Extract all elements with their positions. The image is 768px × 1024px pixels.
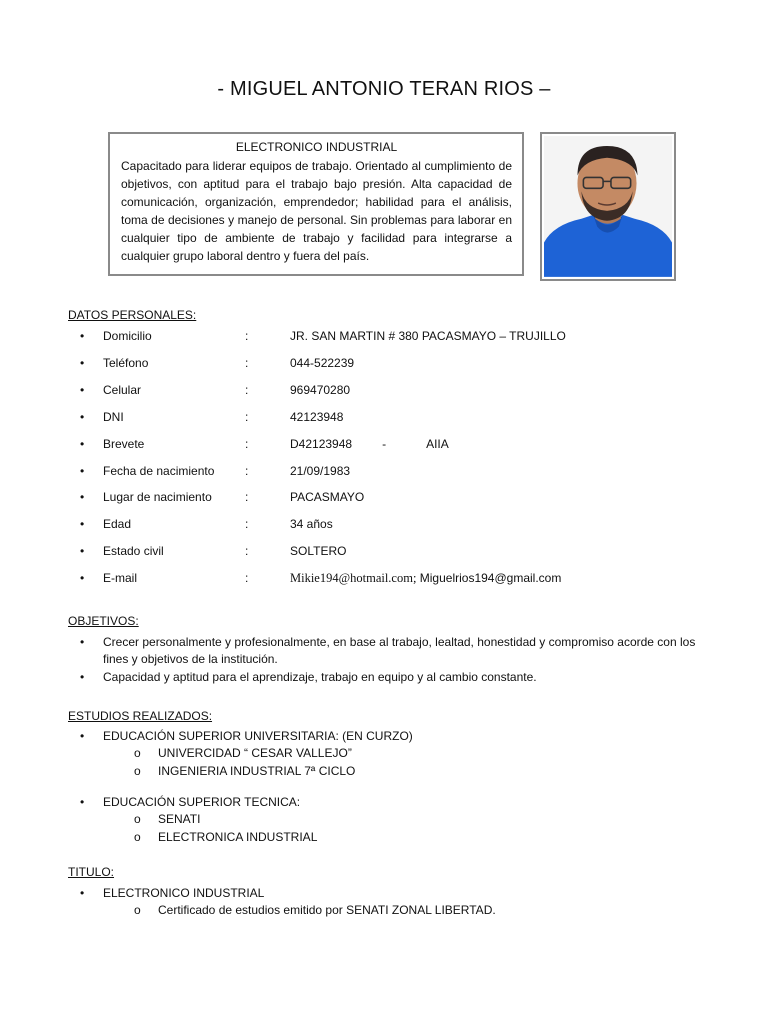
info-value	[290, 437, 449, 451]
estudio-group-label: EDUCACIÓN SUPERIOR TECNICA:	[103, 795, 301, 809]
sub-item-text: ELECTRONICA INDUSTRIAL	[158, 830, 318, 844]
info-value-dash: -	[382, 436, 387, 451]
bullet-icon: •	[80, 729, 85, 743]
bullet-icon: •	[80, 544, 85, 559]
info-colon: :	[245, 544, 249, 559]
profile-photo	[540, 132, 676, 281]
info-value-main: 21/09/1983	[290, 463, 351, 478]
info-colon: :	[245, 436, 249, 451]
info-label: Celular	[103, 382, 142, 397]
estudio-group-label: EDUCACIÓN SUPERIOR UNIVERSITARIA: (EN CURZO)	[103, 729, 413, 743]
info-value	[290, 544, 346, 558]
bullet-icon: •	[80, 355, 85, 370]
sub-bullet-icon: o	[134, 746, 141, 760]
info-label: Brevete	[103, 436, 145, 451]
info-value-main: JR. SAN MARTIN # 380 PACASMAYO – TRUJILLO	[290, 329, 566, 343]
info-colon: :	[245, 517, 249, 532]
profile-heading: ELECTRONICO INDUSTRIAL	[235, 140, 398, 154]
info-row-e-mail	[80, 571, 720, 589]
info-value-main: 044-522239	[290, 355, 355, 370]
info-value-main: PACASMAYO	[290, 490, 365, 505]
info-value-extra: AIIA	[426, 436, 449, 451]
objetivo-text: Crecer personalmente y profesionalmente, en base al trabajo, lealtad, honestidad y compromiso acorde con los fines y objetivos de la institución.	[103, 635, 696, 666]
info-row-lugar-de-nacimiento	[80, 490, 720, 508]
section-datos-personales: DATOS PERSONALES:	[68, 308, 197, 322]
info-row-dni	[80, 410, 720, 428]
sub-item-text: INGENIERIA INDUSTRIAL 7ª CICLO	[158, 764, 356, 778]
info-row-fecha-de-nacimiento	[80, 464, 720, 482]
bullet-icon: •	[80, 463, 85, 478]
info-label: Fecha de nacimiento	[103, 463, 215, 478]
info-value-main: 969470280	[290, 382, 351, 397]
titulo-item: ELECTRONICO INDUSTRIAL	[103, 886, 265, 900]
info-row-celular	[80, 383, 720, 401]
info-colon: :	[245, 329, 249, 343]
info-value	[290, 356, 354, 370]
info-label: Lugar de nacimiento	[103, 490, 212, 505]
info-row-estado-civil	[80, 544, 720, 562]
sub-bullet-icon: o	[134, 812, 141, 826]
bullet-icon: •	[80, 436, 85, 451]
info-value-main: SOLTERO	[290, 544, 347, 559]
info-value	[290, 490, 364, 504]
bullet-icon: •	[80, 490, 85, 505]
sub-bullet-icon: o	[134, 830, 141, 844]
info-label: DNI	[103, 409, 124, 424]
info-value	[290, 571, 561, 586]
info-label: E-mail	[103, 571, 138, 586]
info-value-extra: Miguelrios194@gmail.com	[416, 571, 562, 586]
sub-bullet-icon: o	[134, 903, 141, 917]
info-label: Teléfono	[103, 355, 149, 370]
info-value	[290, 383, 350, 397]
info-row-edad	[80, 517, 720, 535]
info-colon: :	[245, 490, 249, 505]
bullet-icon: •	[80, 329, 85, 343]
info-colon: :	[245, 571, 249, 586]
bullet-icon: •	[80, 795, 85, 809]
section-objetivos: OBJETIVOS:	[68, 614, 139, 628]
info-value-main: D42123948	[290, 436, 353, 451]
titulo-sub-text: Certificado de estudios emitido por SENATI ZONAL LIBERTAD.	[158, 903, 496, 917]
objetivo-text: Capacidad y aptitud para el aprendizaje, trabajo en equipo y al cambio constante.	[103, 670, 537, 684]
bullet-icon: •	[80, 886, 85, 900]
info-value	[290, 329, 566, 343]
info-value	[290, 410, 343, 424]
bullet-icon: •	[80, 409, 85, 424]
info-row-domicilio	[80, 329, 720, 347]
info-value	[290, 464, 350, 478]
info-value	[290, 517, 333, 531]
info-value-main: Mikie194@hotmail.com;	[290, 571, 417, 586]
profile-photo-image	[544, 136, 672, 277]
bullet-icon: •	[80, 571, 85, 586]
info-value-main: 42123948	[290, 409, 344, 424]
info-label: Edad	[103, 517, 132, 532]
info-row-brevete	[80, 437, 720, 455]
info-colon: :	[245, 355, 249, 370]
sub-item-text: SENATI	[158, 812, 201, 826]
page-title: - MIGUEL ANTONIO TERAN RIOS –	[217, 78, 551, 100]
section-titulo: TITULO:	[68, 865, 115, 879]
section-estudios: ESTUDIOS REALIZADOS:	[68, 709, 213, 723]
info-value-main: 34 años	[290, 517, 333, 532]
profile-summary-box	[108, 132, 524, 276]
bullet-icon: •	[80, 635, 85, 649]
info-row-teléfono	[80, 356, 720, 374]
bullet-icon: •	[80, 382, 85, 397]
profile-text: Capacitado para liderar equipos de trabajo. Orientado al cumplimiento de objetivos, con aptitud para el trabajo bajo presión. Alta capacidad de comunicación, organización, emprendedor; habilidad para el análisis, toma de decisiones y manejo de personal. Sin problemas para laborar en cualquier tipo de ambiente de trabajo y facilidad para integrarse a cualquier grupo laboral dentro y fuera del país.	[121, 159, 512, 263]
info-label: Estado civil	[103, 544, 164, 559]
info-colon: :	[245, 463, 249, 478]
bullet-icon: •	[80, 670, 85, 684]
info-colon: :	[245, 382, 249, 397]
info-label: Domicilio	[103, 329, 152, 343]
sub-bullet-icon: o	[134, 764, 141, 778]
bullet-icon: •	[80, 517, 85, 532]
info-colon: :	[245, 409, 249, 424]
sub-item-text: UNIVERCIDAD “ CESAR VALLEJO”	[158, 746, 352, 760]
